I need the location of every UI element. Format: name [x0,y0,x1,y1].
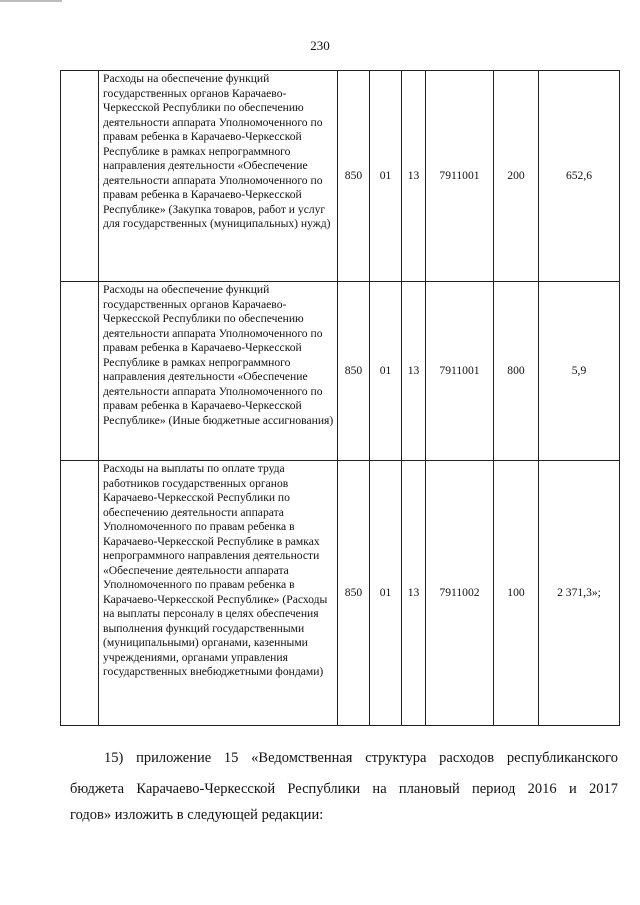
table-row [61,71,620,282]
target-code-cell: 7911002 [426,461,494,726]
paragraph-line-3: годов» изложить в следующей редакции: [70,807,324,823]
table-row [61,282,620,461]
expense-type-cell: 100 [494,461,539,726]
section-code-cell: 01 [370,71,402,282]
target-code-cell: 7911001 [426,282,494,461]
table-row [61,461,620,726]
blank-cell [61,461,99,726]
subsection-code-cell: 13 [402,71,426,282]
section-code-cell: 01 [370,461,402,726]
page-number: 230 [310,38,330,53]
expense-type-cell: 800 [494,282,539,461]
scan-corner-line [0,0,62,2]
blank-cell [61,282,99,461]
expense-name-cell: Расходы на выплаты по оплате труда работников государственных органов Карачаево-Черкесской Республики по обеспечению деятельности аппарата Уполномоченного по правам ребенка в Карачаево-Черкесской Республике в рамках непрограммного направления деятельности «Обеспечение деятельности аппарата Уполномоченного по правам ребенка в Карачаево-Черкесской Республике» (Расходы на выплаты персоналу в целях обеспечения выполнения функций государственными (муниципальными) органами, казенными учреждениями, органами управления государственных внебюджетными фондами) [99,461,338,726]
section-code-cell: 01 [370,282,402,461]
target-code-cell: 7911001 [426,71,494,282]
expense-type-cell: 200 [494,71,539,282]
expense-name-cell: Расходы на обеспечение функций государственных органов Карачаево-Черкесской Республики по обеспечению деятельности аппарата Уполномоченного по правам ребенка в Карачаево-Черкесской Республике в рамках непрограммного направления деятельности «Обеспечение деятельности аппарата Уполномоченного по правам ребенка в Карачаево-Черкесской Республике» (Закупка товаров, работ и услуг для государственных (муниципальных) нужд) [99,71,338,282]
amount-cell: 2 371,3»; [539,461,620,726]
subsection-code-cell: 13 [402,461,426,726]
paragraph-line-2: бюджета Карачаево-Черкесской Республики на плановый период 2016 и 2017 [70,781,618,797]
expense-name-cell: Расходы на обеспечение функций государственных органов Карачаево-Черкесской Республики по обеспечению деятельности аппарата Уполномоченного по правам ребенка в Карачаево-Черкесской Республике в рамках непрограммного направления деятельности «Обеспечение деятельности аппарата Уполномоченного по правам ребенка в Карачаево-Черкесской Республике» (Иные бюджетные ассигнования) [99,282,338,461]
budget-table [60,70,620,726]
paragraph-line-1: 15) приложение 15 «Ведомственная структура расходов республиканского [104,750,618,766]
subsection-code-cell: 13 [402,282,426,461]
amount-cell: 5,9 [539,282,620,461]
ministry-code-cell: 850 [338,71,370,282]
blank-cell [61,71,99,282]
ministry-code-cell: 850 [338,282,370,461]
ministry-code-cell: 850 [338,461,370,726]
amount-cell: 652,6 [539,71,620,282]
